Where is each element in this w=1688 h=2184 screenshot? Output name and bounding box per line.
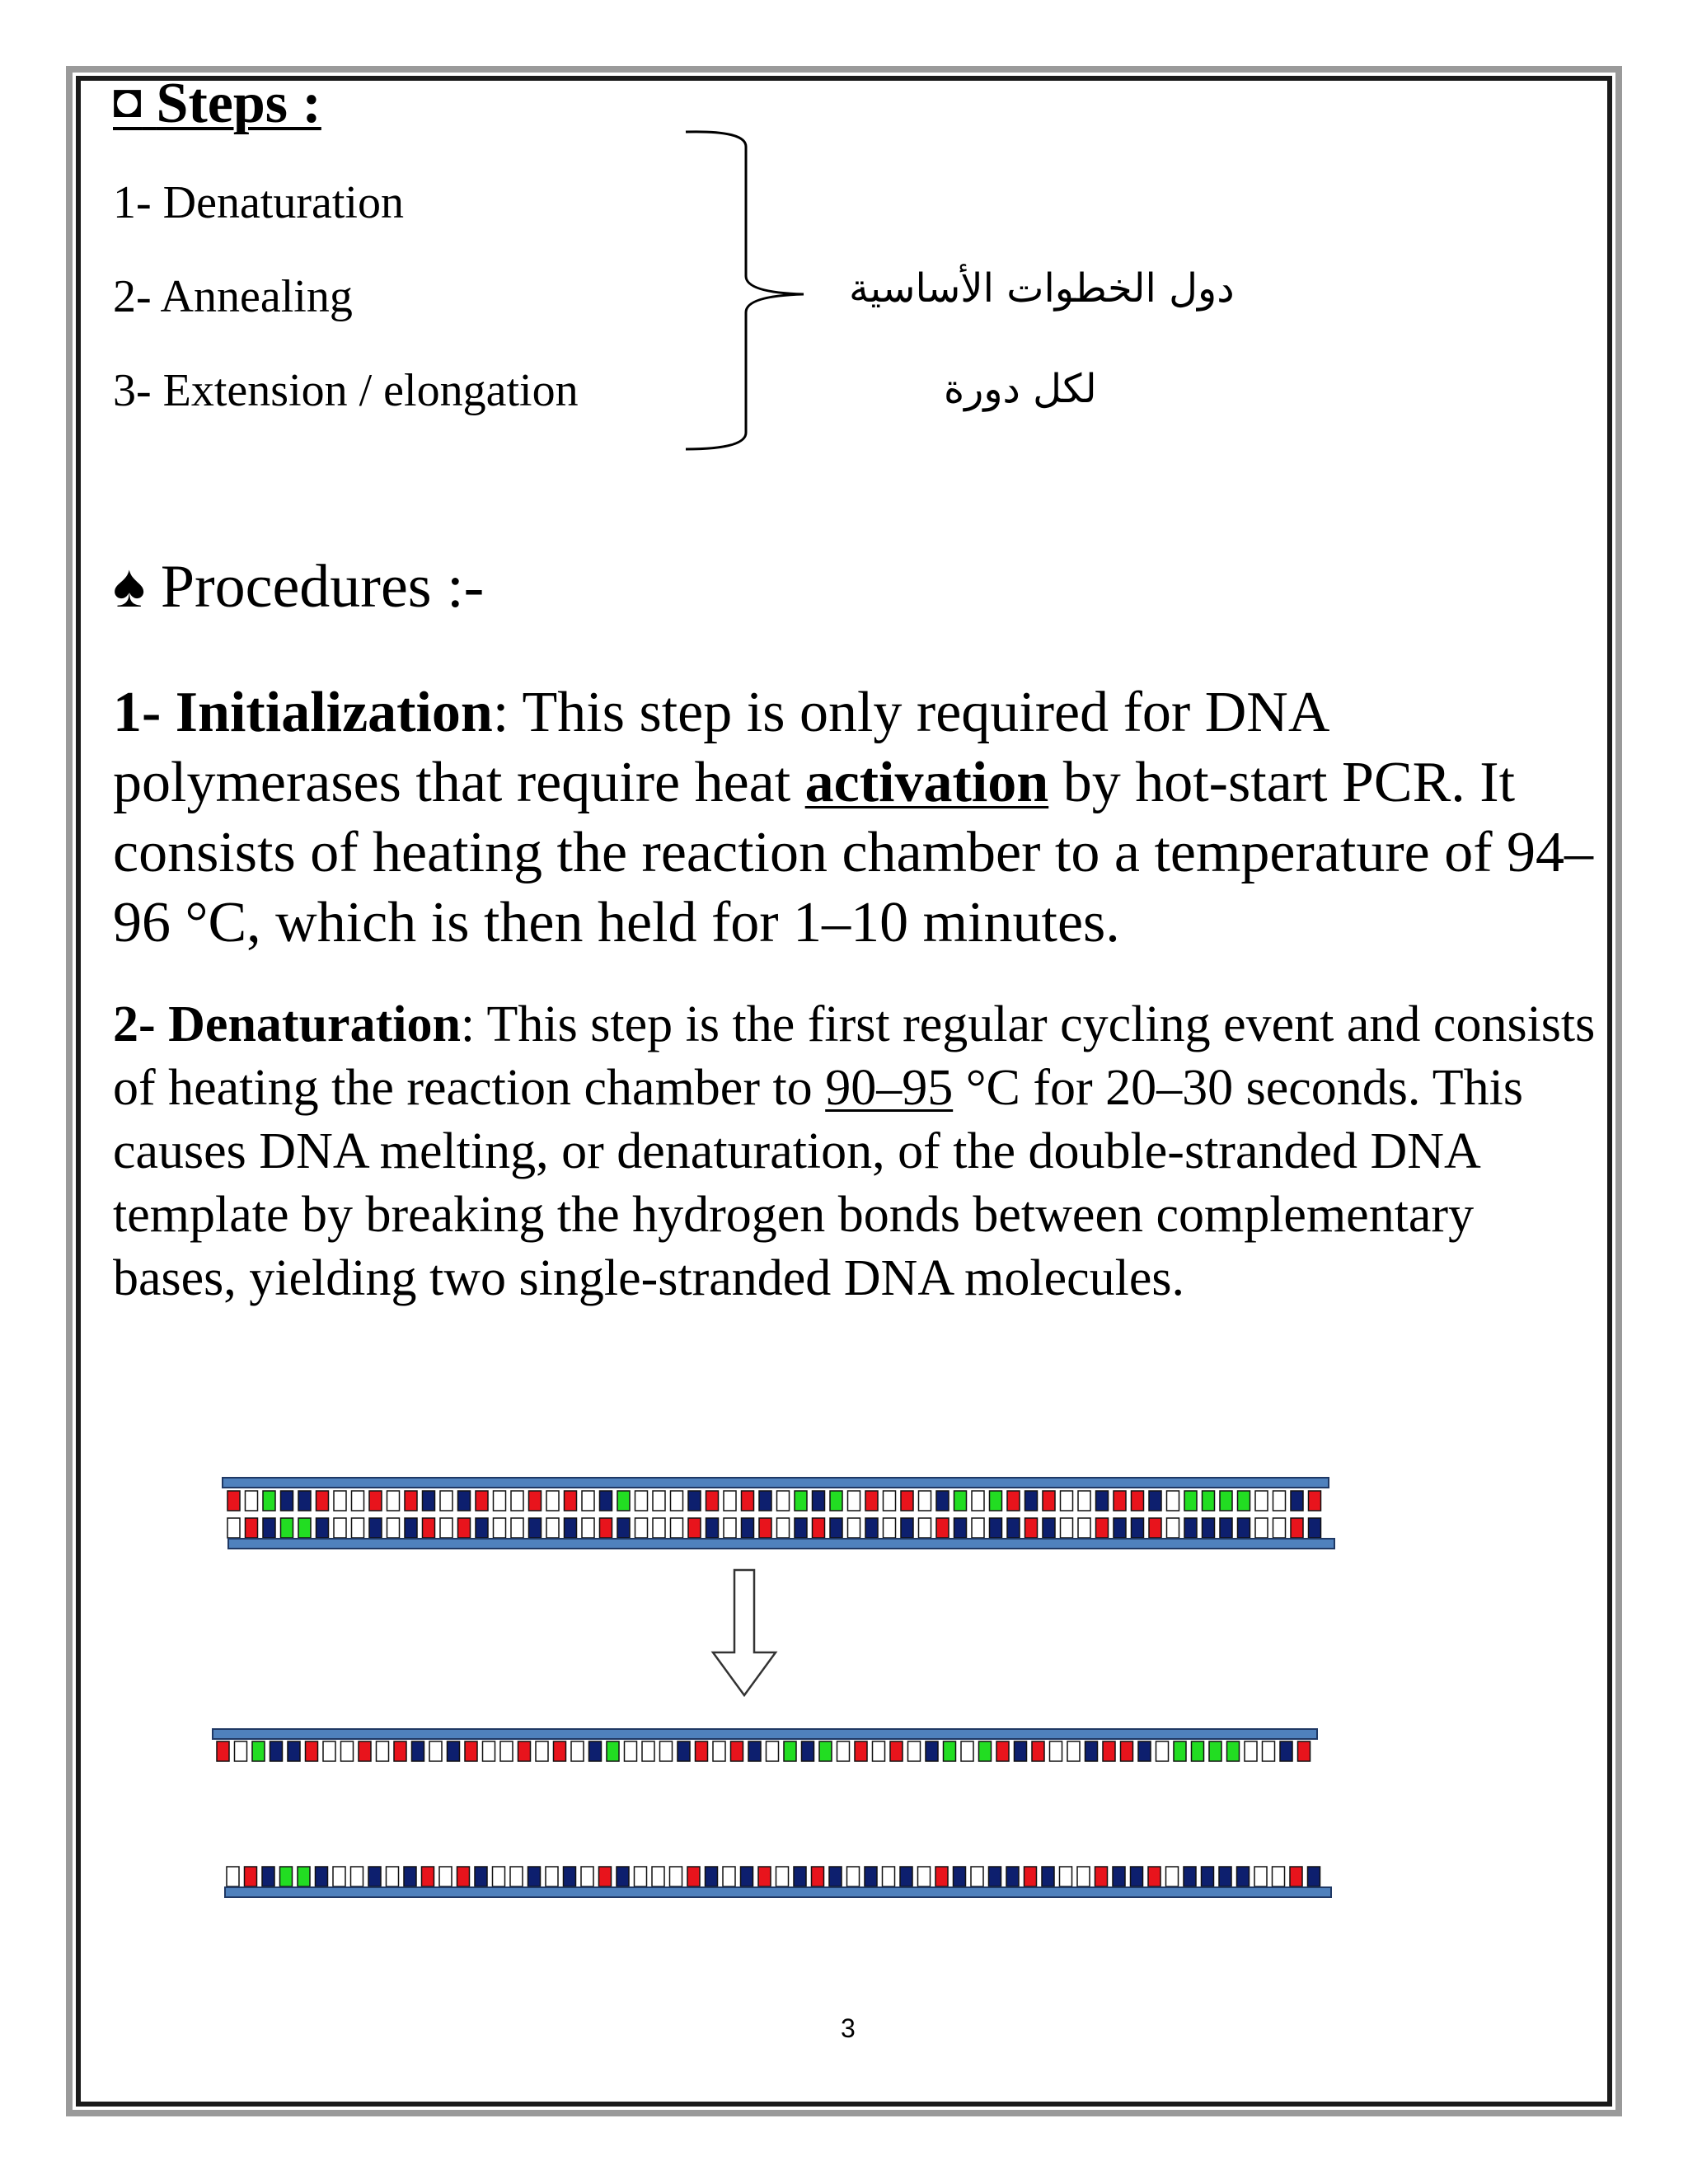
- square-bullet-icon: ◘: [113, 74, 143, 128]
- steps-heading-text: Steps :: [156, 72, 321, 135]
- step-item-annealing: 2- Annealing: [113, 271, 353, 322]
- step-item-denaturation: 1- Denaturation: [113, 177, 404, 228]
- initialization-text-2: by hot-start PCR. It consists of heating the reaction chamber to a temperature of 94–96 °C, which is then held for 1–10 minutes.: [113, 751, 1594, 954]
- denaturation-label: 2- Denaturation: [113, 996, 461, 1052]
- paragraph-denaturation: [113, 993, 1597, 1310]
- denaturation-text-2: °C for 20–30 seconds. This causes DNA melting, or denaturation, of the double-stranded DNA template by breaking the hydrogen bonds between complementary bases, yielding two single-stranded DNA molecules.: [113, 1060, 1524, 1306]
- initialization-text-1: : This step is only required for DNA polymerases that require heat: [113, 681, 1327, 814]
- spade-icon: ♠: [113, 553, 146, 621]
- temperature-emphasis: 90–95: [825, 1060, 954, 1116]
- activation-emphasis: activation: [804, 751, 1049, 814]
- initialization-label: 1- Initialization: [113, 681, 493, 744]
- arabic-note-line1: دول الخطوات الأساسية: [849, 265, 1235, 312]
- procedures-heading: [113, 552, 484, 622]
- paragraph-initialization: [113, 677, 1597, 958]
- arabic-note-line2: لكل دورة: [944, 366, 1097, 412]
- procedures-heading-text: Procedures :-: [160, 553, 485, 621]
- steps-heading: [113, 71, 321, 137]
- step-item-extension: 3- Extension / elongation: [113, 365, 579, 416]
- page-number: 3: [841, 2013, 856, 2043]
- denaturation-text-1: : This step is the first regular cycling event and consists of heating the reaction chamber to: [113, 996, 1596, 1116]
